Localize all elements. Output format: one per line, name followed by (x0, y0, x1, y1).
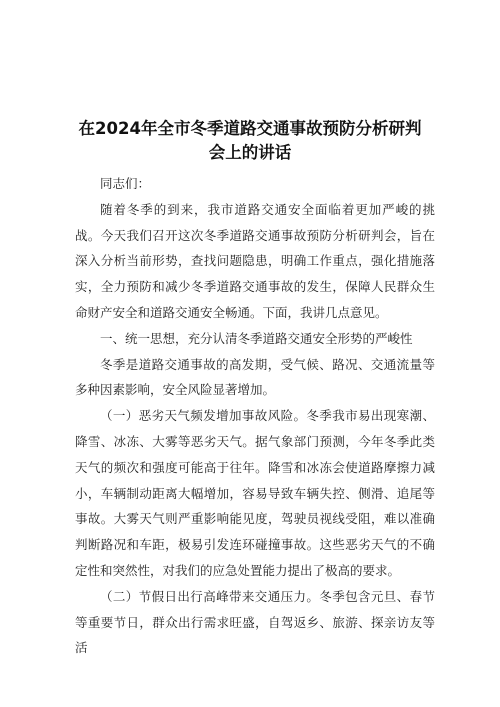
paragraph-subsection-2: （二）节假日出行高峰带来交通压力。冬季包含元旦、春节等重要节日，群众出行需求旺盛，自驾返乡、旅游、探亲访友等活 (75, 588, 435, 656)
paragraph-section-1-lead: 冬季是道路交通事故的高发期，受气候、路况、交通流量等多种因素影响，安全风险显著增加。 (75, 356, 435, 398)
document-body (75, 171, 435, 661)
paragraph-intro: 随着冬季的到来，我市道路交通安全面临着更加严峻的挑战。今天我们召开这次冬季道路交通事故预防分析研判会，旨在深入分析当前形势，查找问题隐患，明确工作重点，强化措施落实，全力预防和减少冬季道路交通事故的发生，保障人民群众生命财产安全和道路交通安全畅通。下面，我讲几点意见。 (75, 201, 435, 320)
section-heading-1: 一、统一思想，充分认清冬季道路交通安全形势的严峻性 (100, 330, 413, 346)
paragraph-subsection-1: （一）恶劣天气频发增加事故风险。冬季我市易出现寒潮、降雪、冰冻、大雾等恶劣天气。据气象部门预测，今年冬季此类天气的频次和强度可能高于往年。降雪和冰冻会使道路摩擦力减小，车辆制动距离大幅增加，容易导致车辆失控、侧滑、追尾等事故。大雾天气则严重影响能见度，驾驶员视线受阻，难以准确判断路况和车距，极易引发连环碰撞事故。这些恶劣天气的不确定性和突然性，对我们的应急处置能力提出了极高的要求。 (75, 408, 435, 578)
document-title-line-2: 会上的讲话 (208, 143, 292, 162)
salutation: 同志们： (100, 176, 151, 191)
document-title-line-1: 在2024年全市冬季道路交通事故预防分析研判 (78, 119, 422, 138)
